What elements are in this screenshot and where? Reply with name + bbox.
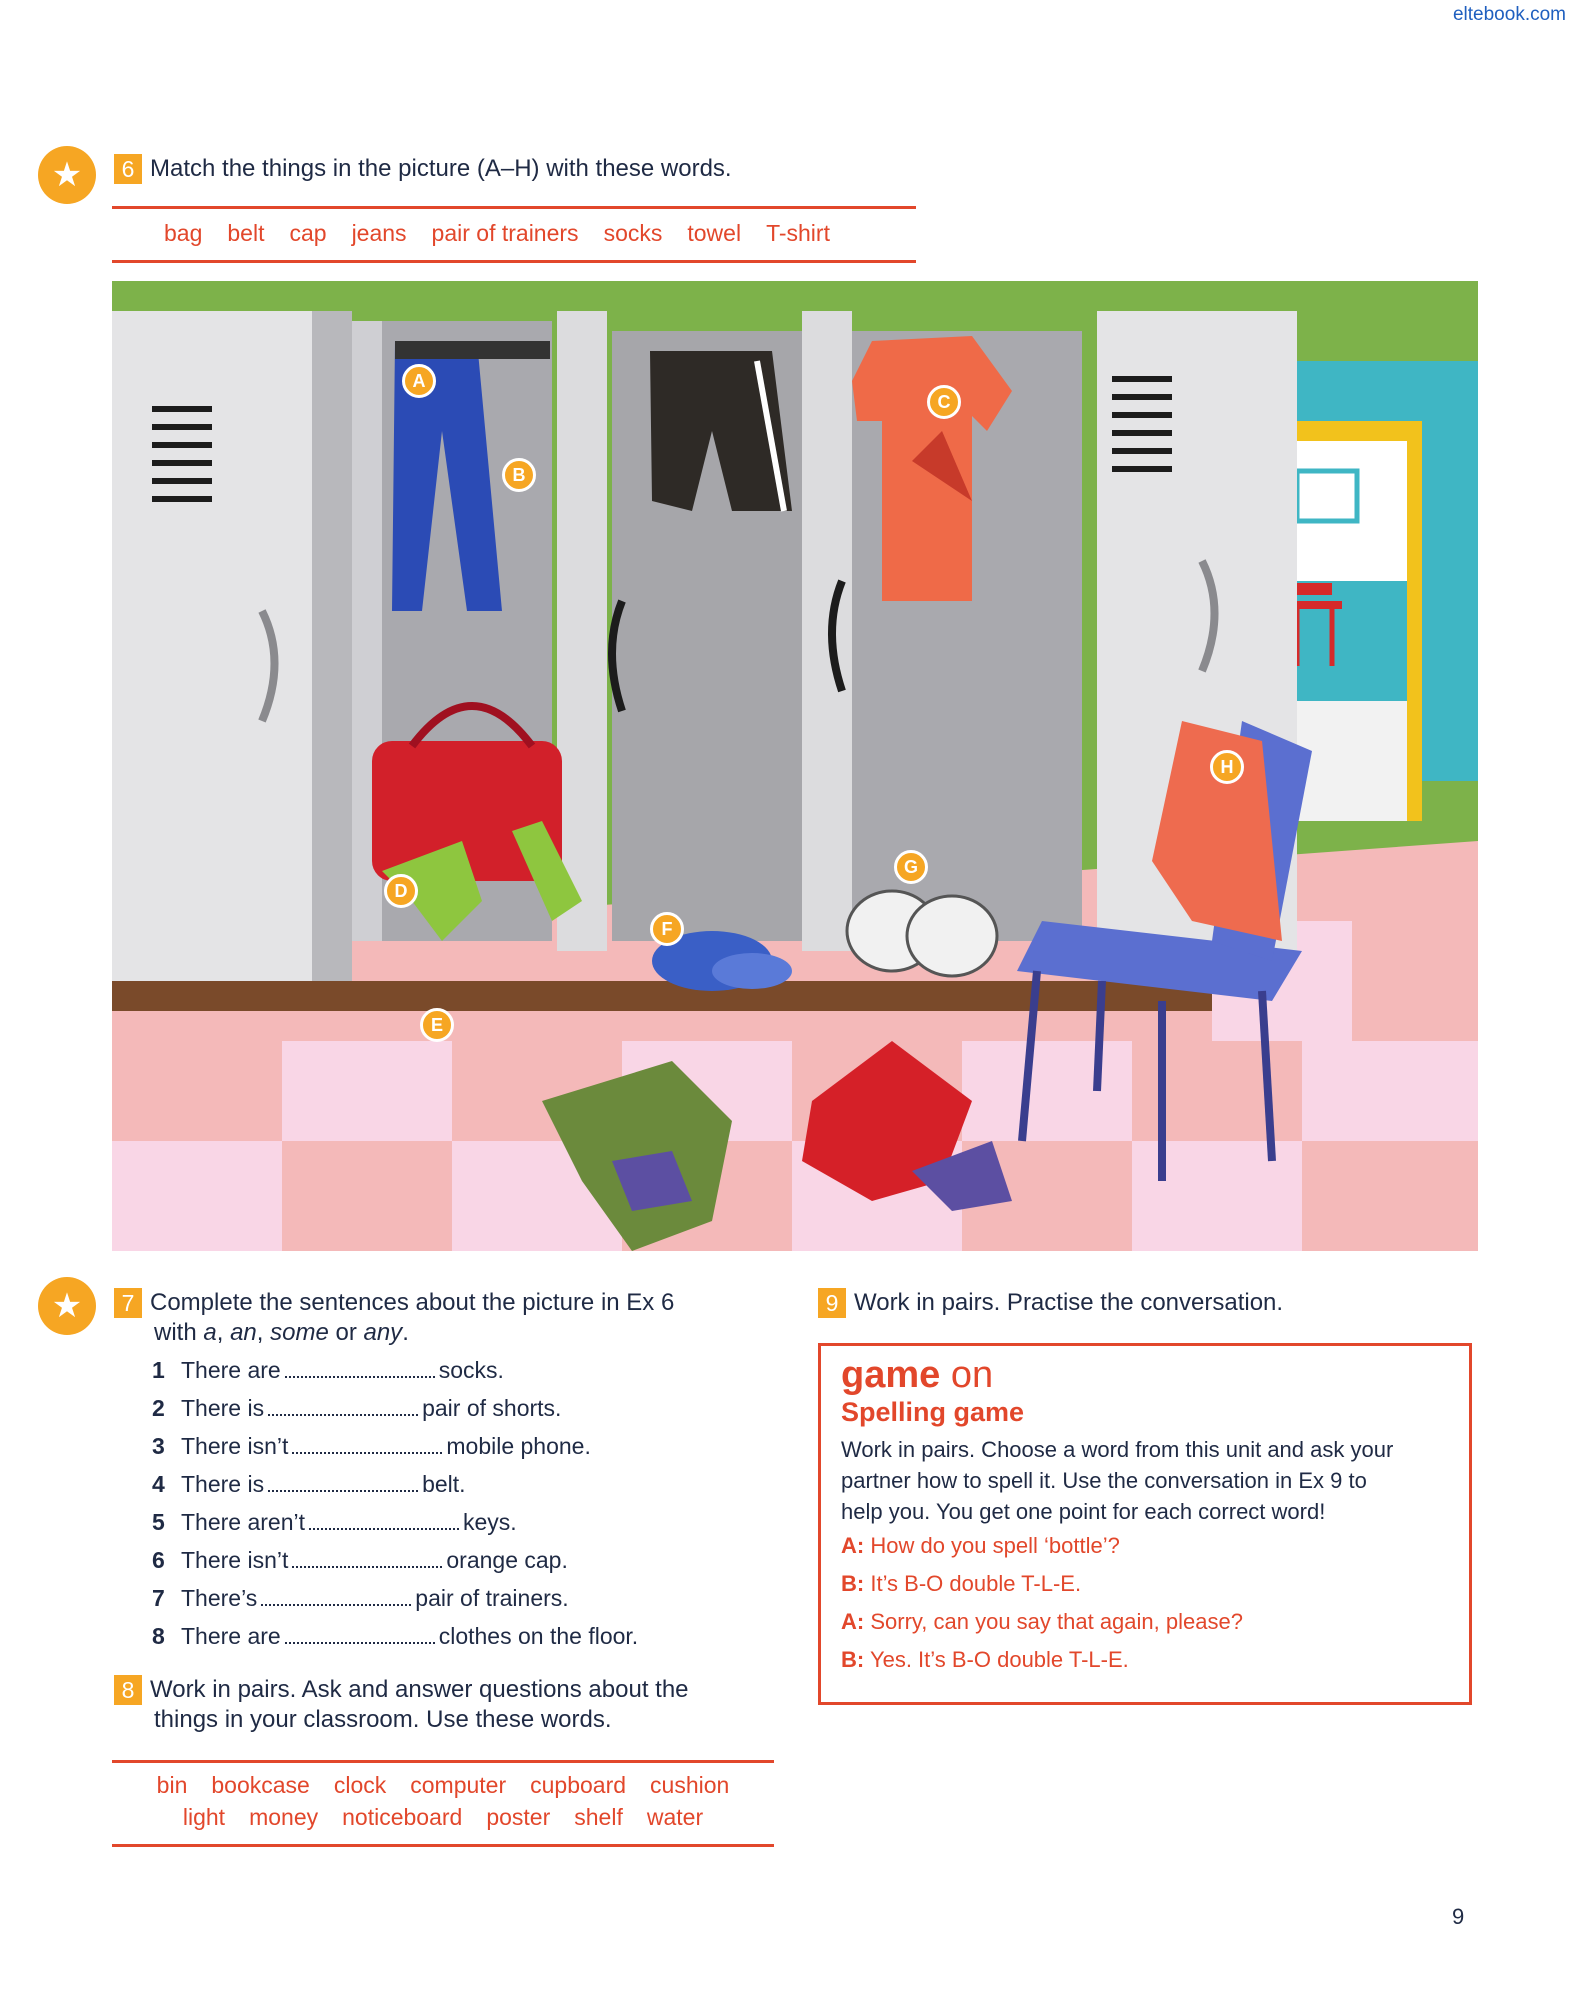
word-poster: poster bbox=[486, 1804, 551, 1830]
ex7-item: 1 There are socks. bbox=[152, 1357, 504, 1383]
ex9-heading bbox=[818, 1288, 1478, 1318]
ex8-word-box bbox=[112, 1772, 774, 1836]
ex7-item: 4 There is belt. bbox=[152, 1471, 466, 1497]
ex6-instruction: Match the things in the picture (A–H) with these words. bbox=[150, 155, 732, 182]
ex6-number: 6 bbox=[114, 154, 142, 184]
ex7-item: 7 There’s pair of trainers. bbox=[152, 1585, 569, 1611]
game-on-box bbox=[818, 1343, 1472, 1705]
ex7-item: 6 There isn’t orange cap. bbox=[152, 1547, 568, 1573]
locker-room-illustration bbox=[112, 281, 1478, 1251]
ex7-item: 5 There aren’t keys. bbox=[152, 1509, 517, 1535]
ex6-rule-bottom bbox=[112, 260, 916, 263]
ex7-heading: 7 Complete the sentences about the picture in Ex 6 with a, an, some or any. bbox=[114, 1288, 754, 1348]
game-instructions: Work in pairs. Choose a word from this unit and ask your partner how to spell it. Use the conversation in Ex 9 to help you. You get one point for each correct word! bbox=[841, 1437, 1394, 1524]
ex7-opt-any: any bbox=[363, 1319, 403, 1346]
ex7-item: 3 There isn’t mobile phone. bbox=[152, 1433, 591, 1459]
marker-e: E bbox=[420, 1008, 454, 1042]
marker-d: D bbox=[384, 874, 418, 908]
ex7-item: 2 There is pair of shorts. bbox=[152, 1395, 562, 1421]
star-icon: ★ bbox=[38, 1277, 96, 1335]
game-subtitle: Spelling game bbox=[841, 1397, 1025, 1427]
word-bin: bin bbox=[156, 1772, 188, 1798]
answer-blank[interactable] bbox=[292, 1552, 442, 1568]
word-water: water bbox=[646, 1804, 704, 1830]
marker-a: A bbox=[402, 364, 436, 398]
ex7-opt-some: some bbox=[270, 1319, 329, 1346]
watermark-link[interactable]: eltebook.com bbox=[1452, 4, 1566, 25]
ex8-rule-top bbox=[112, 1760, 774, 1763]
word-clock: clock bbox=[333, 1772, 387, 1798]
word-cushion: cushion bbox=[650, 1772, 730, 1798]
word-shelf: shelf bbox=[574, 1804, 623, 1830]
game-title: game on bbox=[841, 1354, 994, 1396]
answer-blank[interactable] bbox=[292, 1438, 442, 1454]
word-bookcase: bookcase bbox=[211, 1772, 310, 1798]
game-conversation: A: How do you spell ‘bottle’? B: It’s B-O double T-L-E. A: Sorry, can you say that again, please? B: Yes. It’s B-O double T-L-E. bbox=[841, 1533, 1243, 1672]
ex7-end: . bbox=[402, 1319, 409, 1346]
answer-blank[interactable] bbox=[285, 1362, 435, 1378]
ex9-instruction: Work in pairs. Practise the conversation. bbox=[854, 1289, 1284, 1316]
word-jeans: jeans bbox=[351, 220, 407, 246]
answer-blank[interactable] bbox=[285, 1628, 435, 1644]
marker-g: G bbox=[894, 850, 928, 884]
answer-blank[interactable] bbox=[268, 1400, 418, 1416]
word-tshirt: T-shirt bbox=[766, 220, 830, 246]
marker-b: B bbox=[502, 458, 536, 492]
ex7-or: or bbox=[328, 1319, 364, 1346]
marker-c: C bbox=[927, 385, 961, 419]
page-number: 9 bbox=[1452, 1904, 1465, 1929]
ex7-sentence-list bbox=[152, 1357, 712, 1661]
marker-h: H bbox=[1210, 750, 1244, 784]
ex7-instruction-line1: Complete the sentences about the picture in Ex 6 bbox=[150, 1289, 675, 1316]
ex7-opt-an: an bbox=[230, 1319, 257, 1346]
ex7-number: 7 bbox=[114, 1288, 142, 1318]
word-trainers: pair of trainers bbox=[431, 220, 579, 246]
answer-blank[interactable] bbox=[261, 1590, 411, 1606]
word-cupboard: cupboard bbox=[530, 1772, 627, 1798]
ex6-heading bbox=[114, 154, 732, 184]
marker-f: F bbox=[650, 912, 684, 946]
ex9-number: 9 bbox=[818, 1288, 846, 1318]
locker-room-svg bbox=[112, 281, 1478, 1251]
ex8-heading bbox=[114, 1675, 764, 1735]
star-icon: ★ bbox=[38, 146, 96, 204]
ex6-rule-top bbox=[112, 206, 916, 209]
word-socks: socks bbox=[603, 220, 663, 246]
word-computer: computer bbox=[410, 1772, 507, 1798]
word-light: light bbox=[182, 1804, 226, 1830]
ex8-instruction-line1: Work in pairs. Ask and answer questions about the bbox=[150, 1676, 689, 1703]
word-money: money bbox=[249, 1804, 319, 1830]
word-noticeboard: noticeboard bbox=[342, 1804, 463, 1830]
word-bag: bag bbox=[164, 220, 203, 246]
word-towel: towel bbox=[687, 220, 742, 246]
ex8-rule-bottom bbox=[112, 1844, 774, 1847]
ex8-number: 8 bbox=[114, 1675, 142, 1705]
ex7-item: 8 There are clothes on the floor. bbox=[152, 1623, 639, 1649]
word-cap: cap bbox=[289, 220, 327, 246]
answer-blank[interactable] bbox=[309, 1514, 459, 1530]
ex6-word-box bbox=[164, 220, 830, 247]
answer-blank[interactable] bbox=[268, 1476, 418, 1492]
ex8-instruction-line2: things in your classroom. Use these words. bbox=[154, 1706, 612, 1733]
ex7-with: with bbox=[154, 1319, 204, 1346]
word-belt: belt bbox=[227, 220, 265, 246]
ex7-opt-a: a bbox=[203, 1319, 217, 1346]
